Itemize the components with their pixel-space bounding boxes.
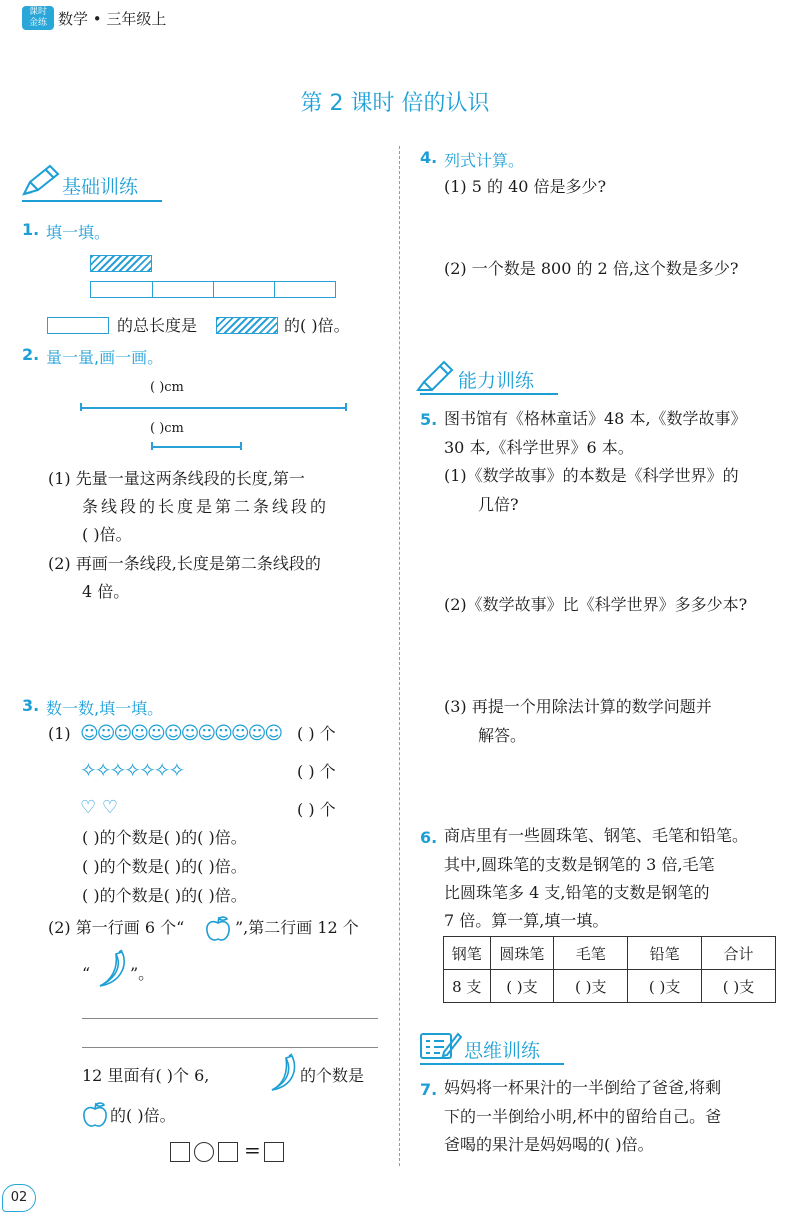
table-cell[interactable]: ( )支	[554, 970, 628, 1003]
q7-line1: 妈妈将一杯果汁的一半倒给了爸爸,将剩	[444, 1078, 722, 1097]
hatched-bar-small	[216, 317, 278, 334]
q2-title: 量一量,画一画。	[46, 348, 164, 367]
q4-title: 列式计算。	[444, 151, 525, 170]
q4-p2: (2) 一个数是 800 的 2 倍,这个数是多少?	[444, 259, 739, 278]
line-segment-1	[80, 407, 346, 409]
sparkle-star-icon: ✧✧✧✧✧✧✧	[80, 758, 184, 782]
apple-icon	[80, 1099, 110, 1135]
q3-p2-line2a: “	[82, 964, 91, 983]
series-logo	[22, 6, 54, 30]
table-header-row	[444, 937, 776, 970]
q6-line1: 商店里有一些圆珠笔、钢笔、毛笔和铅笔。	[444, 826, 749, 845]
section-underline	[420, 393, 558, 395]
table-cell: 8 支	[444, 970, 491, 1003]
column-divider	[399, 146, 400, 1166]
q2-number: 2.	[22, 345, 40, 364]
bar-separator	[213, 282, 214, 297]
table-header-cell: 钢笔	[444, 937, 491, 970]
subject-label: 数学 • 三年级上	[58, 10, 167, 28]
page-number: 02	[2, 1184, 36, 1212]
apple-icon	[203, 914, 233, 948]
heart-icon: ♡ ♡	[80, 797, 118, 818]
q2-p1-line1: (1) 先量一量这两条线段的长度,第一	[48, 469, 305, 488]
q5-p3-line1: (3) 再提一个用除法计算的数学问题并	[444, 697, 712, 716]
table-cell[interactable]: ( )支	[628, 970, 702, 1003]
q3-p2-line3b: 的个数是	[300, 1066, 365, 1085]
q5-p3-line2: 解答。	[478, 726, 527, 745]
line-segment-2	[151, 446, 241, 448]
q3-r2-blank: ( ) 个	[297, 762, 336, 781]
banana-icon	[92, 948, 132, 994]
smiley-icon: ☺☺☺☺☺☺☺☺☺☺☺☺	[80, 723, 282, 744]
table-cell[interactable]: ( )支	[490, 970, 554, 1003]
q7-number: 7.	[420, 1080, 438, 1099]
q5-p1-line1: (1)《数学故事》的本数是《科学世界》的	[444, 466, 739, 485]
q1-title: 填一填。	[46, 223, 111, 242]
hatched-bar	[90, 255, 152, 272]
q6-line2: 其中,圆珠笔的支数是钢笔的 3 倍,毛笔	[444, 855, 715, 874]
q5-line2: 30 本,《科学世界》6 本。	[444, 438, 634, 457]
q7-line3: 爸喝的果汁是妈妈喝的( )倍。	[444, 1135, 654, 1154]
q4-p1: (1) 5 的 40 倍是多少?	[444, 177, 607, 196]
q7-line2: 下的一半倒给小明,杯中的留给自己。爸	[444, 1107, 722, 1126]
pencil-icon	[20, 164, 62, 204]
table-header-cell: 铅笔	[628, 937, 702, 970]
q5-number: 5.	[420, 410, 438, 429]
q1-number: 1.	[22, 220, 40, 239]
segment-end-tick	[151, 442, 153, 450]
q3-fill-2: ( )的个数是( )的( )倍。	[82, 857, 247, 876]
segment-end-tick	[80, 403, 82, 411]
pen-count-table	[443, 936, 776, 1003]
operator-circle[interactable]	[194, 1142, 214, 1162]
section-underline	[420, 1063, 564, 1065]
q4-number: 4.	[420, 148, 438, 167]
q2-p1-line2: 条线段的长度是第二条线段的	[82, 497, 330, 516]
answer-box[interactable]	[218, 1142, 238, 1162]
logo-line-2: 金练	[28, 18, 47, 28]
q3-p2-line2b: ”。	[130, 964, 155, 983]
equals-sign: =	[244, 1138, 261, 1162]
q5-p2: (2)《数学故事》比《科学世界》多多少本?	[444, 595, 748, 614]
section-basic-title: 基础训练	[62, 176, 139, 198]
segment-end-tick	[345, 403, 347, 411]
table-row	[444, 970, 776, 1003]
table-cell[interactable]: ( )支	[702, 970, 776, 1003]
logo-line-1: 课时	[28, 7, 47, 17]
bar-separator	[274, 282, 275, 297]
table-header-cell: 合计	[702, 937, 776, 970]
q3-p2-line1b: ”,第二行画 12 个	[235, 918, 359, 937]
q5-line1: 图书馆有《格林童话》48 本,《数学故事》	[444, 409, 747, 428]
q2-cm-1: ( )cm	[150, 380, 184, 395]
q3-p2-line1a: (2) 第一行画 6 个“	[48, 918, 185, 937]
section-thinking-title: 思维训练	[464, 1040, 541, 1062]
q3-p2-line4: 的( )倍。	[110, 1106, 176, 1125]
q1-text-a: 的总长度是	[117, 316, 198, 335]
checklist-pen-icon	[418, 1026, 462, 1066]
section-ability-title: 能力训练	[458, 370, 535, 392]
drawing-line-2	[82, 1047, 378, 1048]
q3-title: 数一数,填一填。	[46, 699, 164, 718]
bar-separator	[152, 282, 153, 297]
table-header-cell: 圆珠笔	[490, 937, 554, 970]
q2-cm-2: ( )cm	[150, 421, 184, 436]
q3-r1-label: (1)	[48, 724, 71, 743]
q5-p1-line2: 几倍?	[478, 495, 519, 514]
q3-fill-1: ( )的个数是( )的( )倍。	[82, 828, 247, 847]
q6-line3: 比圆珠笔多 4 支,铅笔的支数是钢笔的	[444, 883, 710, 902]
q2-p2-line2: 4 倍。	[82, 582, 130, 601]
section-underline	[22, 200, 162, 202]
q2-p2-line1: (2) 再画一条线段,长度是第二条线段的	[48, 554, 321, 573]
q6-number: 6.	[420, 828, 438, 847]
banana-icon	[266, 1052, 302, 1098]
highlighter-icon	[416, 356, 458, 396]
segment-end-tick	[240, 442, 242, 450]
q3-p2-line3a: 12 里面有( )个 6,	[82, 1066, 210, 1085]
answer-box[interactable]	[264, 1142, 284, 1162]
drawing-line-1	[82, 1018, 378, 1019]
answer-box[interactable]	[170, 1142, 190, 1162]
q3-number: 3.	[22, 696, 40, 715]
empty-bar-small	[47, 317, 109, 334]
table-header-cell: 毛笔	[554, 937, 628, 970]
q1-text-b: 的( )倍。	[284, 316, 350, 335]
q3-fill-3: ( )的个数是( )的( )倍。	[82, 886, 247, 905]
q2-p1-line3: ( )倍。	[82, 525, 132, 544]
segmented-bar	[90, 281, 336, 298]
page-title: 第 2 课时 倍的认识	[300, 91, 490, 116]
q6-line4: 7 倍。算一算,填一填。	[444, 911, 609, 930]
q3-r1-blank: ( ) 个	[297, 724, 336, 743]
q3-r3-blank: ( ) 个	[297, 800, 336, 819]
